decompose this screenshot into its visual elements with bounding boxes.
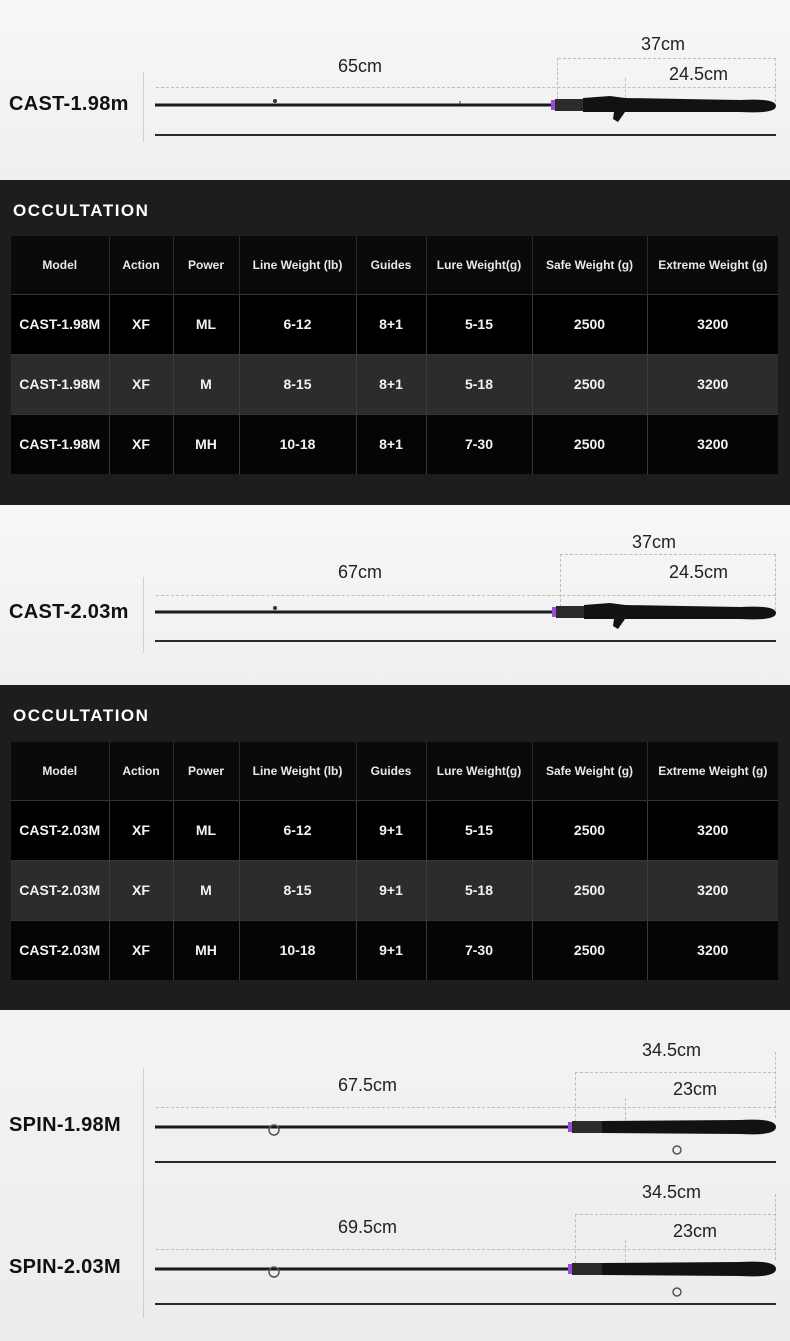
spec-table (11, 236, 778, 474)
brand-title: OCCULTATION (13, 201, 150, 220)
table-cell: 5-18 (426, 354, 532, 414)
col-header: Extreme Weight (g) (647, 742, 778, 800)
table-row (11, 354, 778, 414)
table-cell: ML (173, 800, 239, 860)
table-cell: 3200 (647, 294, 778, 354)
handle-dimension-label: 24.5cm (669, 64, 729, 84)
table-cell: M (173, 354, 239, 414)
table-header-row (11, 742, 778, 800)
col-header: Lure Weight(g) (426, 236, 532, 294)
col-header: Action (109, 742, 173, 800)
table-header-row (11, 236, 778, 294)
table-cell: 9+1 (356, 920, 426, 980)
col-header: Line Weight (lb) (239, 236, 356, 294)
col-header: Line Weight (lb) (239, 742, 356, 800)
table-cell: XF (109, 414, 173, 474)
table-cell: 5-15 (426, 800, 532, 860)
table-cell: XF (109, 354, 173, 414)
col-header: Model (11, 742, 109, 800)
rod-label: SPIN-2.03M (9, 1256, 121, 1278)
col-header: Guides (356, 742, 426, 800)
table-cell: XF (109, 920, 173, 980)
col-header: Model (11, 236, 109, 294)
section-dimension-label: 37cm (641, 34, 686, 54)
table-cell: 2500 (532, 414, 647, 474)
handle-dimension-label: 23cm (673, 1079, 718, 1099)
table-cell: 9+1 (356, 800, 426, 860)
table-cell: 5-18 (426, 860, 532, 920)
table-cell: 9+1 (356, 860, 426, 920)
table-cell: 7-30 (426, 920, 532, 980)
handle-dimension-label: 24.5cm (669, 562, 729, 582)
spec-panel-cast-203 (0, 685, 790, 1010)
casting-rod-illustration (0, 0, 790, 180)
table-cell: 7-30 (426, 414, 532, 474)
table-cell: 5-15 (426, 294, 532, 354)
spec-panel-cast-198 (0, 180, 790, 505)
table-cell: MH (173, 414, 239, 474)
table-cell: 3200 (647, 860, 778, 920)
rod-label: CAST-1.98m (9, 93, 129, 115)
table-cell: 3200 (647, 920, 778, 980)
col-header: Action (109, 236, 173, 294)
total-dimension-label: 69.5cm (338, 1217, 398, 1237)
table-cell: 8-15 (239, 860, 356, 920)
rod-diagram-cast-198 (0, 0, 790, 180)
col-header: Safe Weight (g) (532, 742, 647, 800)
table-row (11, 294, 778, 354)
table-cell: 8+1 (356, 294, 426, 354)
table-cell: 2500 (532, 860, 647, 920)
table-cell: CAST-2.03M (11, 920, 109, 980)
table-row (11, 920, 778, 980)
table-cell: 2500 (532, 920, 647, 980)
col-header: Power (173, 742, 239, 800)
table-row (11, 414, 778, 474)
table-cell: XF (109, 860, 173, 920)
rod-diagram-spin (0, 1010, 790, 1341)
handle-dimension-label: 23cm (673, 1221, 718, 1241)
table-cell: 8+1 (356, 354, 426, 414)
spinning-rod-illustration (0, 1010, 790, 1341)
brand-title: OCCULTATION (13, 706, 150, 725)
col-header: Extreme Weight (g) (647, 236, 778, 294)
rod-label: SPIN-1.98M (9, 1114, 121, 1136)
total-dimension-label: 65cm (338, 56, 383, 76)
table-cell: 2500 (532, 354, 647, 414)
table-cell: 2500 (532, 294, 647, 354)
table-cell: 8+1 (356, 414, 426, 474)
col-header: Safe Weight (g) (532, 236, 647, 294)
table-cell: CAST-2.03M (11, 860, 109, 920)
col-header: Guides (356, 236, 426, 294)
table-cell: 6-12 (239, 294, 356, 354)
table-row (11, 860, 778, 920)
section-dimension-label: 37cm (632, 532, 677, 552)
spec-table (11, 742, 778, 980)
section-dimension-label: 34.5cm (642, 1182, 702, 1202)
rod-diagram-cast-203 (0, 505, 790, 685)
col-header: Lure Weight(g) (426, 742, 532, 800)
table-cell: CAST-1.98M (11, 414, 109, 474)
section-dimension-label: 34.5cm (642, 1040, 702, 1060)
rod-label: CAST-2.03m (9, 601, 129, 623)
table-cell: 10-18 (239, 414, 356, 474)
table-cell: 10-18 (239, 920, 356, 980)
table-cell: 8-15 (239, 354, 356, 414)
table-cell: CAST-2.03M (11, 800, 109, 860)
table-cell: 3200 (647, 414, 778, 474)
table-cell: 3200 (647, 354, 778, 414)
table-cell: XF (109, 294, 173, 354)
total-dimension-label: 67.5cm (338, 1075, 398, 1095)
table-cell: XF (109, 800, 173, 860)
casting-rod-illustration (0, 505, 790, 685)
table-cell: 2500 (532, 800, 647, 860)
table-cell: 6-12 (239, 800, 356, 860)
table-cell: ML (173, 294, 239, 354)
table-cell: MH (173, 920, 239, 980)
col-header: Power (173, 236, 239, 294)
table-cell: CAST-1.98M (11, 354, 109, 414)
table-row (11, 800, 778, 860)
total-dimension-label: 67cm (338, 562, 383, 582)
table-cell: CAST-1.98M (11, 294, 109, 354)
table-cell: 3200 (647, 800, 778, 860)
table-cell: M (173, 860, 239, 920)
